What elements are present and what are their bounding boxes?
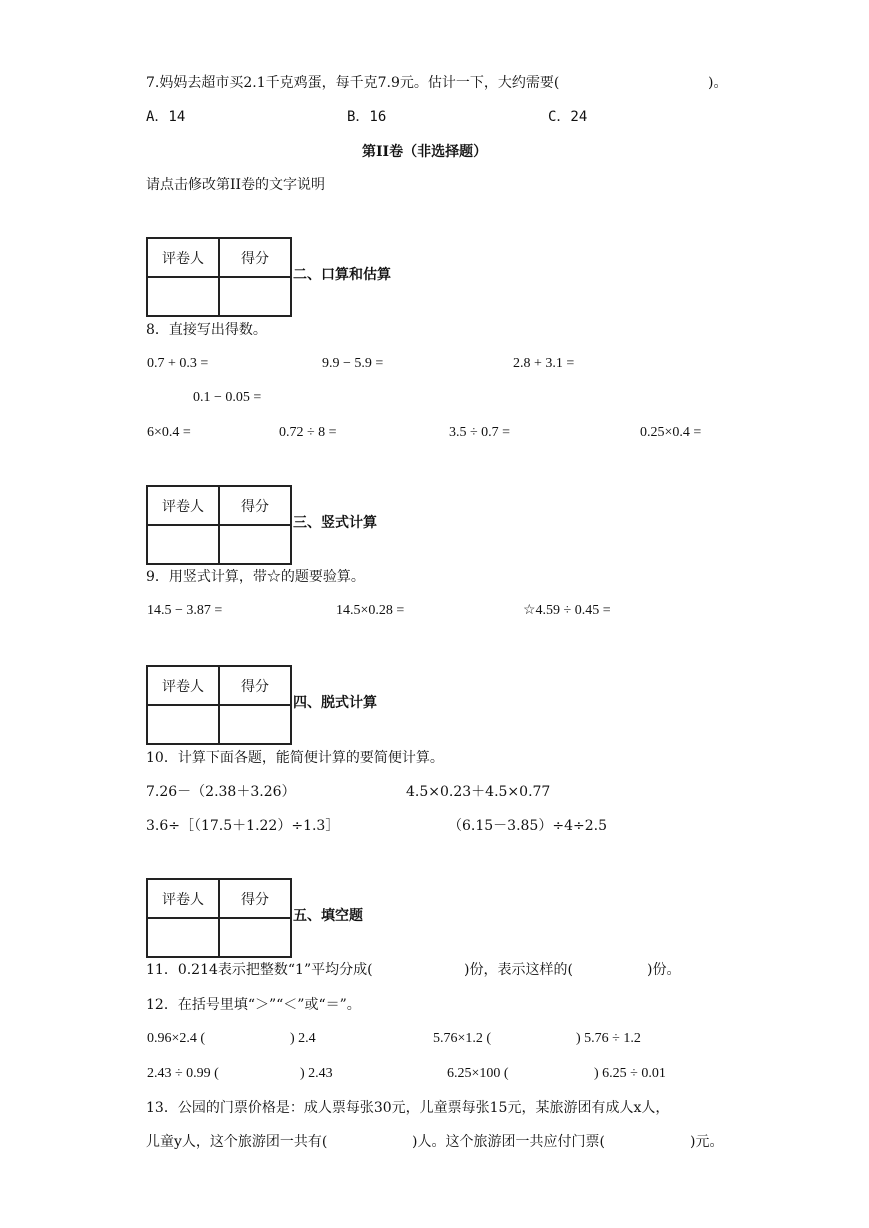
q8-item: 0.72 ÷ 8 = bbox=[279, 425, 337, 440]
q12-item-left: 5.76×1.2 ( bbox=[433, 1031, 492, 1046]
q11-part-a: 11．0.214表示把整数“1”平均分成( bbox=[146, 962, 373, 978]
q8-item: 0.1 − 0.05 = bbox=[193, 390, 262, 405]
reviewer-label: 评卷人 bbox=[147, 238, 219, 277]
score-box bbox=[146, 878, 292, 958]
score-label: 得分 bbox=[219, 238, 291, 277]
score-box bbox=[146, 237, 292, 317]
part2-note: 请点击修改第II卷的文字说明 bbox=[146, 177, 326, 193]
q12-stem: 12．在括号里填“＞”“＜”或“＝”。 bbox=[146, 997, 361, 1013]
score-label: 得分 bbox=[219, 666, 291, 705]
score-cell[interactable] bbox=[219, 525, 291, 564]
score-cell[interactable] bbox=[219, 918, 291, 957]
score-cell[interactable] bbox=[219, 277, 291, 316]
reviewer-cell[interactable] bbox=[147, 525, 219, 564]
q8-stem: 8．直接写出得数。 bbox=[146, 322, 267, 338]
q7-option-a: A．14 bbox=[146, 109, 186, 125]
q12-item-left: 0.96×2.4 ( bbox=[147, 1031, 206, 1046]
q12-item-right: ) 5.76 ÷ 1.2 bbox=[576, 1031, 641, 1046]
q12-item-right: ) 2.43 bbox=[300, 1066, 333, 1081]
q12-item-right: ) 6.25 ÷ 0.01 bbox=[594, 1066, 666, 1081]
q7-option-c: C．24 bbox=[548, 109, 588, 125]
reviewer-label: 评卷人 bbox=[147, 486, 219, 525]
q12-item-right: ) 2.4 bbox=[290, 1031, 316, 1046]
q11-part-b: )份，表示这样的( bbox=[464, 962, 573, 978]
reviewer-cell[interactable] bbox=[147, 705, 219, 744]
section-heading: 四、脱式计算 bbox=[293, 695, 377, 711]
q13-line2-b: )人。这个旅游团一共应付门票( bbox=[412, 1134, 605, 1150]
q10-stem: 10．计算下面各题，能简便计算的要简便计算。 bbox=[146, 750, 444, 766]
q10-item: （6.15－3.85）÷4÷2.5 bbox=[448, 818, 607, 834]
reviewer-cell[interactable] bbox=[147, 918, 219, 957]
reviewer-label: 评卷人 bbox=[147, 666, 219, 705]
q10-item: 4.5×0.23＋4.5×0.77 bbox=[406, 784, 551, 800]
section-heading: 五、填空题 bbox=[293, 908, 363, 924]
score-label: 得分 bbox=[219, 879, 291, 918]
q13-line1: 13．公园的门票价格是：成人票每张30元，儿童票每张15元，某旅游团有成人x人， bbox=[146, 1100, 670, 1116]
reviewer-label: 评卷人 bbox=[147, 879, 219, 918]
q13-line2-c: )元。 bbox=[690, 1134, 724, 1150]
score-box bbox=[146, 665, 292, 745]
q8-item: 9.9 − 5.9 = bbox=[322, 356, 384, 371]
q13-line2-a: 儿童y人，这个旅游团一共有( bbox=[146, 1134, 328, 1150]
q8-item: 6×0.4 = bbox=[147, 425, 191, 440]
q8-item: 0.25×0.4 = bbox=[640, 425, 702, 440]
reviewer-cell[interactable] bbox=[147, 277, 219, 316]
q12-item-left: 6.25×100 ( bbox=[447, 1066, 509, 1081]
q9-item: 14.5×0.28 = bbox=[336, 603, 405, 618]
q8-item: 3.5 ÷ 0.7 = bbox=[449, 425, 511, 440]
score-cell[interactable] bbox=[219, 705, 291, 744]
q8-item: 0.7 + 0.3 = bbox=[147, 356, 209, 371]
q10-item: 7.26－（2.38＋3.26） bbox=[146, 784, 296, 800]
q9-item: 14.5 − 3.87 = bbox=[147, 603, 223, 618]
q9-stem: 9．用竖式计算，带☆的题要验算。 bbox=[146, 569, 365, 585]
q12-item-left: 2.43 ÷ 0.99 ( bbox=[147, 1066, 219, 1081]
q11-part-c: )份。 bbox=[647, 962, 681, 978]
section-heading: 三、竖式计算 bbox=[293, 515, 377, 531]
score-label: 得分 bbox=[219, 486, 291, 525]
q10-item: 3.6÷［（17.5＋1.22）÷1.3］ bbox=[146, 818, 340, 834]
q9-item: ☆4.59 ÷ 0.45 = bbox=[523, 603, 611, 618]
q8-item: 2.8 + 3.1 = bbox=[513, 356, 575, 371]
score-box bbox=[146, 485, 292, 565]
q7-stem: 7.妈妈去超市买2.1千克鸡蛋，每千克7.9元。估计一下，大约需要( bbox=[146, 75, 560, 91]
part2-title: 第II卷（非选择题） bbox=[362, 144, 488, 160]
q7-option-b: B．16 bbox=[347, 109, 387, 125]
q7-close: )。 bbox=[708, 75, 728, 91]
section-heading: 二、口算和估算 bbox=[293, 267, 391, 283]
